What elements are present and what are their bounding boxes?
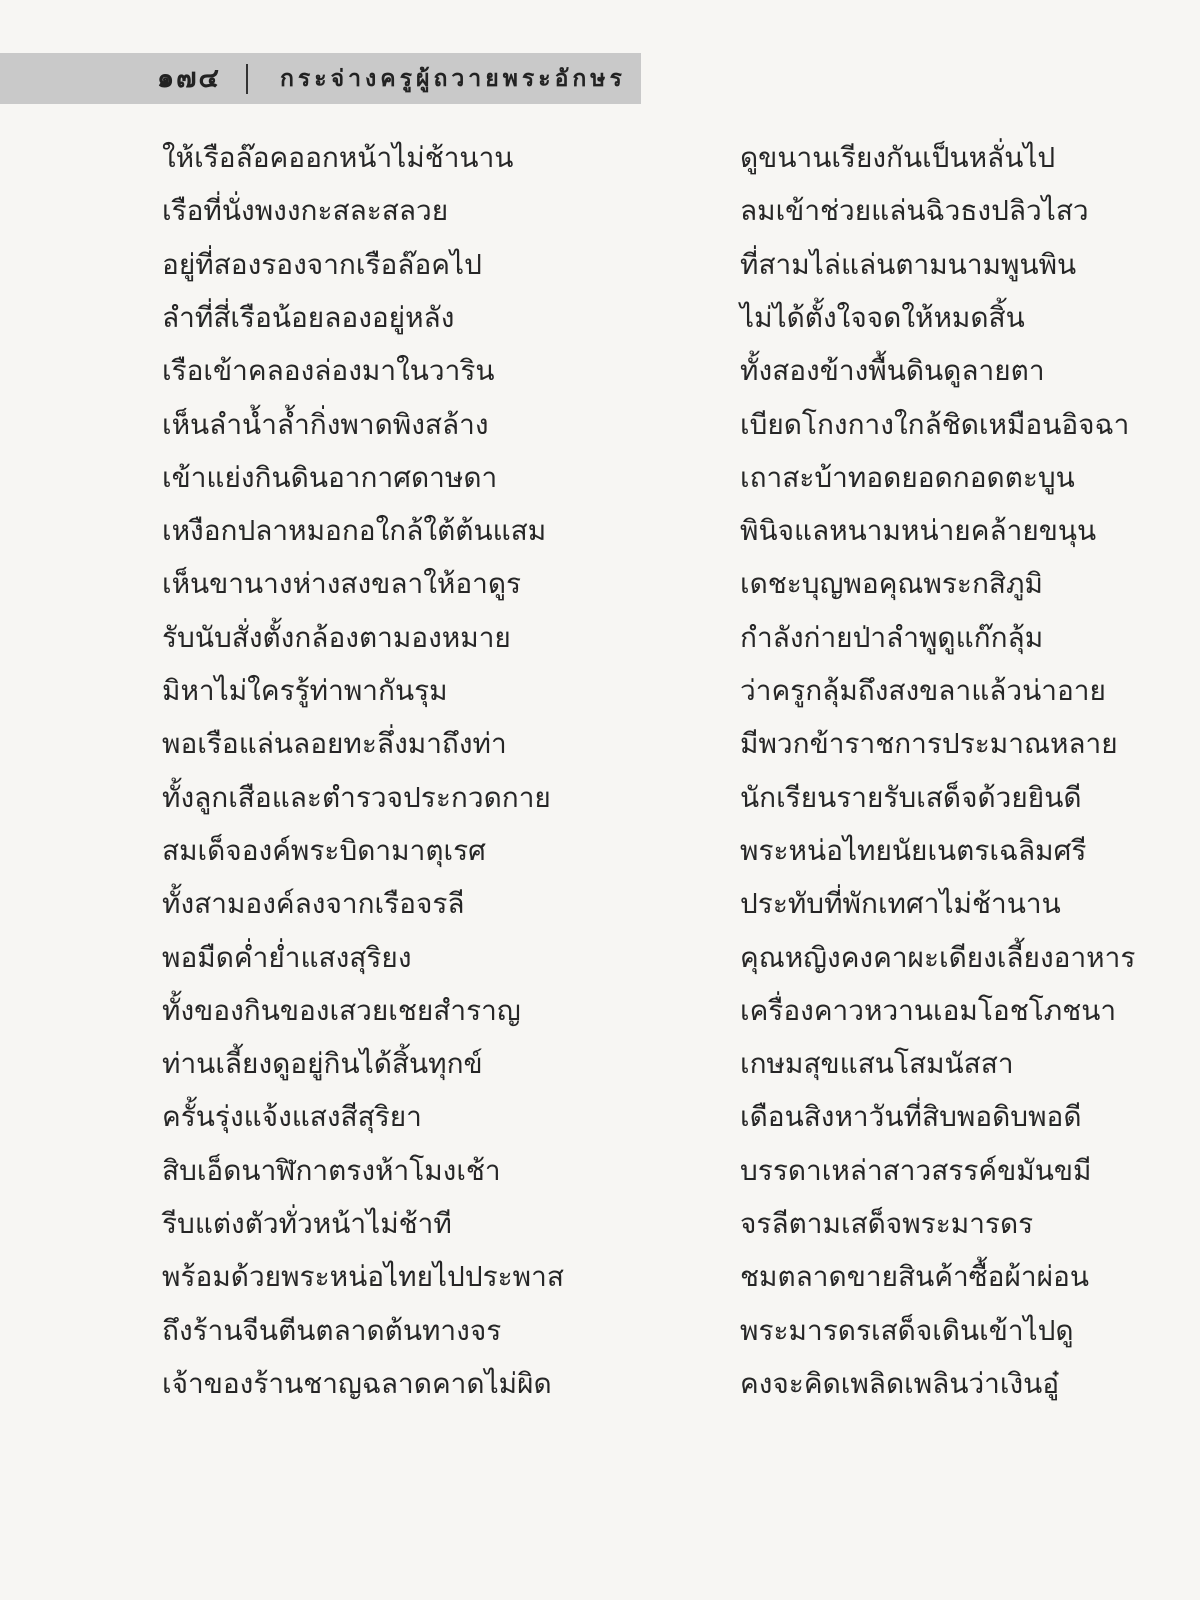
- verse-second-line: ประทับที่พักเทศาไม่ช้านาน: [740, 887, 1061, 920]
- verse-second-line: พินิจแลหนามหน่ายคล้ายขนุน: [740, 514, 1097, 547]
- verse-second-line: เครื่องคาวหวานเอมโอชโภชนา: [740, 994, 1117, 1027]
- verse-second-line: เบียดโกงกางใกล้ชิดเหมือนอิจฉา: [740, 408, 1130, 441]
- verse-second-line: เกษมสุขแสนโสมนัสสา: [740, 1047, 1014, 1080]
- verse-second-line: พระมารดรเสด็จเดินเข้าไปดู: [740, 1314, 1074, 1347]
- verse-first-line: ลำที่สี่เรือน้อยลองอยู่หลัง: [162, 301, 455, 334]
- verse-first-line: เห็นลำน้ำล้ำกิ่งพาดพิงสล้าง: [162, 408, 489, 441]
- verse-second-line: ทั้งสองข้างพื้นดินดูลายตา: [740, 354, 1045, 387]
- verse-first-line: ให้เรือล๊อคออกหน้าไม่ช้านาน: [162, 141, 514, 174]
- verse-first-line: อยู่ที่สองรองจากเรือล๊อคไป: [162, 248, 482, 281]
- verse-first-line: เรือเข้าคลองล่องมาในวาริน: [162, 354, 495, 387]
- verse-first-line: รีบแต่งตัวทั่วหน้าไม่ช้าที: [162, 1207, 452, 1240]
- verse-first-line: สมเด็จองค์พระบิดามาตุเรศ: [162, 834, 486, 867]
- verse-first-line: รับนับสั่งตั้งกล้องตามองหมาย: [162, 621, 511, 654]
- verse-first-line: เจ้าของร้านชาญฉลาดคาดไม่ผิด: [162, 1367, 552, 1400]
- verse-second-line: พระหน่อไทยนัยเนตรเฉลิมศรี: [740, 834, 1087, 867]
- verse-first-line: ทั้งของกินของเสวยเชยสำราญ: [162, 994, 521, 1027]
- verse-first-line: ถึงร้านจีนตีนตลาดต้นทางจร: [162, 1314, 502, 1347]
- verse-second-line: เดชะบุญพอคุณพระกสิภูมิ: [740, 567, 1043, 600]
- verse-second-line: เถาสะบ้าทอดยอดกอดตะบูน: [740, 461, 1075, 494]
- verse-second-line: ไม่ได้ตั้งใจจดให้หมดสิ้น: [740, 301, 1025, 334]
- verse-first-line: พร้อมด้วยพระหน่อไทยไปประพาส: [162, 1260, 564, 1293]
- verse-second-line: มีพวกข้าราชการประมาณหลาย: [740, 727, 1118, 760]
- verse-first-line: มิหาไม่ใครรู้ท่าพากันรุม: [162, 674, 448, 707]
- verse-first-line: เรือที่นั่งพงงกะสละสลวย: [162, 194, 449, 227]
- verse-first-line: ทั้งสามองค์ลงจากเรือจรลี: [162, 887, 465, 920]
- verse-second-line: บรรดาเหล่าสาวสรรค์ขมันขมี: [740, 1154, 1092, 1187]
- verse-second-line: ลมเข้าช่วยแล่นฉิวธงปลิวไสว: [740, 194, 1089, 227]
- verse-first-line: พอมืดค่ำย่ำแสงสุริยง: [162, 941, 412, 974]
- verse-second-line: คุณหญิงคงคาผะเดียงเลี้ยงอาหาร: [740, 941, 1136, 974]
- verse-second-line: เดือนสิงหาวันที่สิบพอดิบพอดี: [740, 1100, 1082, 1133]
- verse-first-line: ท่านเลี้ยงดูอยู่กินได้สิ้นทุกข์: [162, 1047, 483, 1080]
- verse-second-line: คงจะคิดเพลิดเพลินว่าเงินอู๋: [740, 1367, 1060, 1400]
- verse-second-line: นักเรียนรายรับเสด็จด้วยยินดี: [740, 781, 1082, 814]
- verse-second-line: ที่สามไล่แล่นตามนามพูนพิน: [740, 248, 1077, 281]
- verse-second-line: จรลีตามเสด็จพระมารดร: [740, 1207, 1034, 1240]
- verse-first-line: เห็นขานางห่างสงขลาให้อาดูร: [162, 567, 522, 600]
- verse-first-line: เข้าแย่งกินดินอากาศดาษดา: [162, 461, 498, 494]
- verse-second-line: ว่าครูกลุ้มถึงสงขลาแล้วน่าอาย: [740, 674, 1106, 707]
- verse-first-line: พอเรือแล่นลอยทะลึ่งมาถึงท่า: [162, 727, 507, 760]
- book-title: กระจ่างครูผู้ถวายพระอักษร: [280, 66, 626, 92]
- verse-second-line: ชมตลาดขายสินค้าซื้อผ้าผ่อน: [740, 1260, 1089, 1293]
- verse-first-line: ทั้งลูกเสือและตำรวจประกวดกาย: [162, 781, 551, 814]
- verse-first-line: สิบเอ็ดนาฬิกาตรงห้าโมงเช้า: [162, 1154, 501, 1187]
- verse-second-line: ดูขนานเรียงกันเป็นหลั่นไป: [740, 141, 1056, 174]
- verse-second-line: กำลังก่ายป่าลำพูดูแก๊กลุ้ม: [740, 621, 1044, 654]
- page-number: ๑๗๔: [157, 63, 221, 94]
- verse-first-line: ครั้นรุ่งแจ้งแสงสีสุริยา: [162, 1100, 422, 1133]
- verse-first-line: เหงือกปลาหมอกอใกล้ใต้ต้นแสม: [162, 514, 547, 547]
